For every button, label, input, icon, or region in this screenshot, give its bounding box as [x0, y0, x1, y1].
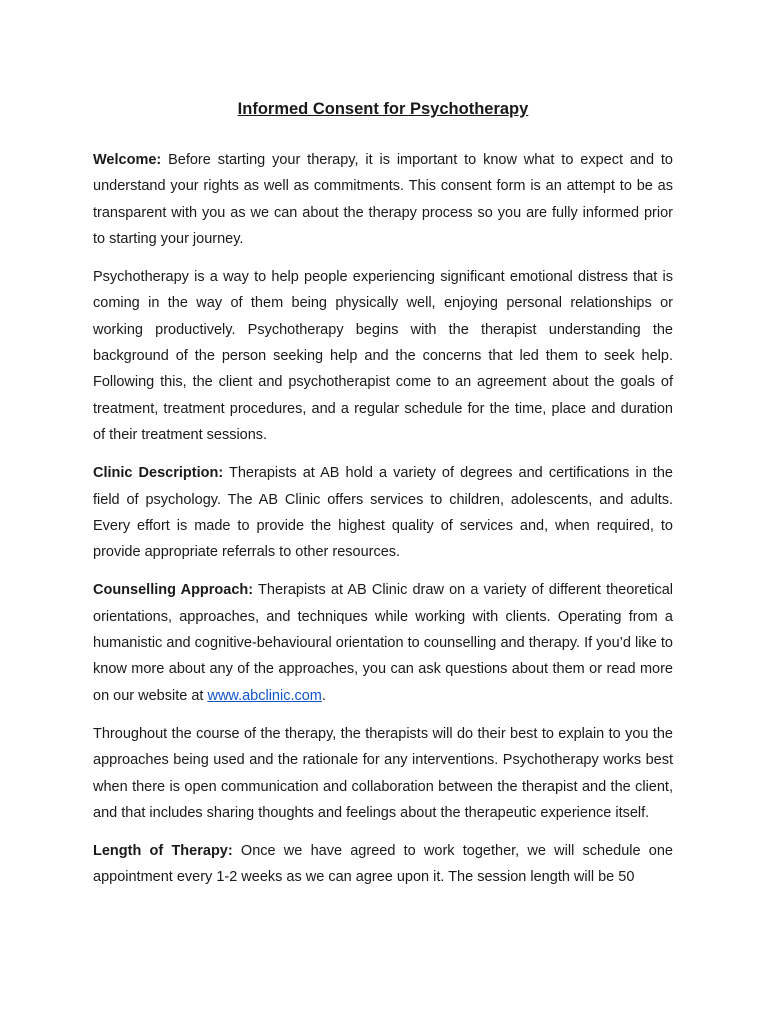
welcome-paragraph [93, 147, 673, 252]
counselling-approach-heading: Counselling Approach: [93, 582, 254, 599]
throughout-paragraph: Throughout the course of the therapy, the therapists will do their best to explain to you the approaches being used and the rationale for any interventions. Psychotherapy works best when there is open communication and collaboration between the therapist and the client, and that includes sharing thoughts and feelings about the therapeutic experience itself. [93, 725, 673, 821]
welcome-heading: Welcome: [93, 152, 162, 168]
clinic-description-heading: Clinic Description: [93, 465, 224, 482]
clinic-description-text: Therapists at AB hold a variety of degrees and certifications in the field of psychology. The AB Clinic offers services to children, adolescents, and adults. Every effort is made to provide the highest quality of services and, when required, to provide appropriate referrals to other resources. [93, 465, 673, 561]
counselling-approach-paragraph [93, 577, 673, 708]
counselling-approach-text: Therapists at AB Clinic draw on a variety of different theoretical orientations, approaches, and techniques while working with clients. Operating from a humanistic and cognitive-behavioural orientation to counselling and therapy. If you’d like to know more about any of the approaches, you can ask questions about them or read more on our website at [93, 582, 673, 704]
welcome-text: Before starting your therapy, it is important to know what to expect and to understand your rights as well as commitments. This consent form is an attempt to be as transparent with you as we can about the therapy process so you are fully informed prior to starting your journey. [93, 152, 673, 247]
clinic-description-paragraph [93, 460, 673, 565]
length-of-therapy-paragraph [93, 838, 673, 891]
website-link[interactable]: www.abclinic.com [207, 687, 322, 704]
psychotherapy-paragraph: Psychotherapy is a way to help people experiencing significant emotional distress that is coming in the way of them being physically well, enjoying personal relationships or working productively. Psychotherapy begins with the therapist understanding the background of the person seeking help and the concerns that led them to seek help. Following this, the client and psychotherapist come to an agreement about the goals of treatment, treatment procedures, and a regular schedule for the time, place and duration of their treatment sessions. [93, 269, 673, 443]
length-of-therapy-text: Once we have agreed to work together, we will schedule one appointment every 1-2 weeks as we can agree upon it. The session length will be 50 [93, 843, 673, 886]
document-title: Informed Consent for Psychotherapy [237, 100, 529, 118]
document-page [93, 97, 673, 903]
counselling-approach-period: . [321, 687, 326, 704]
length-of-therapy-heading: Length of Therapy: [93, 843, 233, 860]
